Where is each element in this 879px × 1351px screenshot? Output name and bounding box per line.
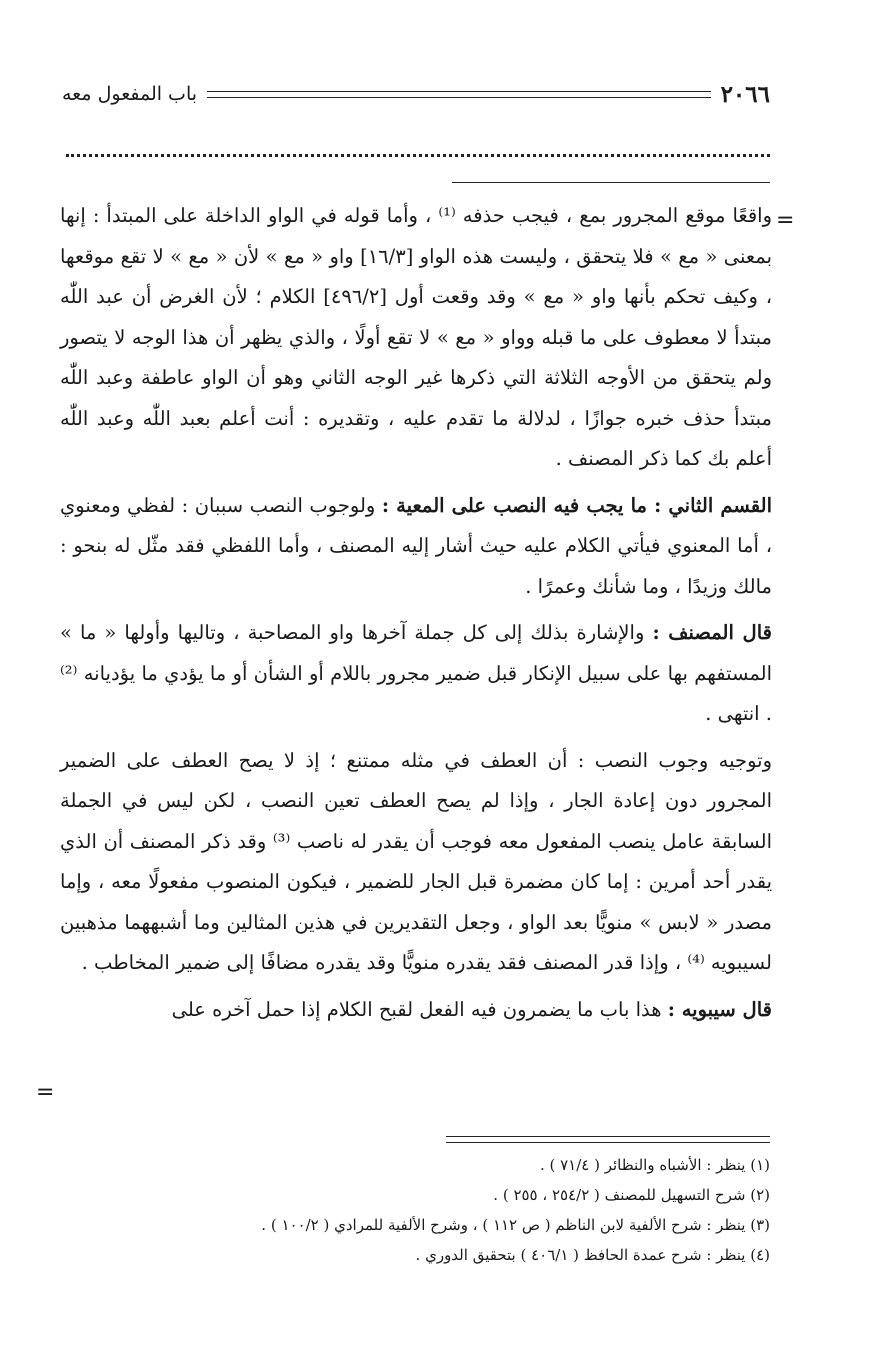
paragraph-4: وتوجيه وجوب النصب : أن العطف في مثله ممتنع ؛ إذ لا يصح العطف على الضمير المجرور دون إعادة الجار ، وإذا لم يصح العطف تعين النصب ، لكن ليس في الجملة السابقة عامل ينصب المفعول معه فوجب أن يقدر له ناصب ⁽³⁾ وقد ذكر المصنف أن الذي يقدر أحد أمرين : إما كان مضمرة قبل الجار للضمير ، فيكون المنصوب مفعولًا معه ، وإما مصدر « لابس » منويًّا بعد الواو ، وجعل التقديرين في هذين المثالين وما أشبههما مذهبين لسيبويه ⁽⁴⁾ ، وإذا قدر المصنف فقد يقدره منويًّا وقد يقدره مضافًا إلى ضمير المخاطب . xyxy=(60,748,772,974)
footnote-2: (٢) شرح التسهيل للمصنف ( ٢٥٤/٢ ، ٢٥٥ ) . xyxy=(493,1186,770,1204)
continuation-marker-start: = xyxy=(776,208,795,233)
continuation-marker-end: = xyxy=(36,1080,55,1105)
paragraph-5 xyxy=(60,990,772,1031)
quote-lead-sibawayh: قال سيبويه : xyxy=(667,997,772,1021)
footnote-4: (٤) ينظر : شرح عمدة الحافظ ( ٤٠٦/١ ) بتحقيق الدوري . xyxy=(415,1246,770,1264)
dotted-separator xyxy=(66,154,770,157)
paragraph-3-text: والإشارة بذلك إلى كل جملة آخرها واو المصاحبة ، وتاليها وأولها « ما » المستفهم بها على سبيل الإنكار قبل ضمير مجرور باللام أو الشأن أو ما يؤدي ما يؤديانه ⁽²⁾ . انتهى . xyxy=(60,621,772,725)
page-header xyxy=(62,76,770,112)
footnote-1: (١) ينظر : الأشباه والنظائر ( ٧١/٤ ) . xyxy=(539,1156,770,1174)
paragraph-2 xyxy=(60,486,772,608)
footnote-rule xyxy=(446,1136,770,1143)
quote-lead-author: قال المصنف : xyxy=(652,621,772,644)
page-number: ٢٠٦٦ xyxy=(720,80,770,108)
paragraph-2-text: ولوجوب النصب سببان : لفظي ومعنوي ، أما المعنوي فيأتي الكلام عليه حيث أشار إليه المصنف ، وأما اللفظي فقد مثّل له بنحو : مالك وزيدًا ، وما شأنك وعمرًا . xyxy=(60,493,772,598)
footnotes xyxy=(100,1150,770,1270)
footnote-3: (٣) ينظر : شرح الألفية لابن الناظم ( ص ١١٢ ) ، وشرح الألفية للمرادي ( ١٠٠/٢ ) . xyxy=(261,1216,770,1234)
chapter-title: باب المفعول معه xyxy=(62,83,198,105)
main-text xyxy=(60,196,772,1036)
paragraph-3 xyxy=(60,613,772,735)
header-double-rule xyxy=(207,91,711,98)
paragraph-5-text: هذا باب ما يضمرون فيه الفعل لقبح الكلام إذا حمل آخره على xyxy=(171,997,662,1021)
section-rule xyxy=(452,182,770,183)
paragraph-1: واقعًا موقع المجرور بمع ، فيجب حذفه ⁽¹⁾ ، وأما قوله في الواو الداخلة على المبتدأ : إنها بمعنى « مع » فلا يتحقق ، وليست هذه الواو [١٦/٣] واو « مع » لأن « مع » لا تقع موقعها ، وكيف تحكم بأنها واو « مع » وقد وقعت أول [٤٩٦/٢] الكلام ؛ لأن الغرض أن عبد اللّٰه مبتدأ لا معطوف على ما قبله وواو « مع » لا تقع أولًا ، والذي يظهر أن هذا الوجه لا يتصور ولم يتحقق من الأوجه الثلاثة التي ذكرها غير الوجه الثاني وهو أن الواو عاطفة وعبد اللّٰه مبتدأ حذف خبره جوازًا ، لدلالة ما تقدم عليه ، وتقديره : أنت أعلم بعبد اللّٰه وعبد اللّٰه أعلم بك كما ذكر المصنف . xyxy=(60,204,773,470)
section-heading: القسم الثاني : ما يجب فيه النصب على المعية : xyxy=(381,493,772,517)
